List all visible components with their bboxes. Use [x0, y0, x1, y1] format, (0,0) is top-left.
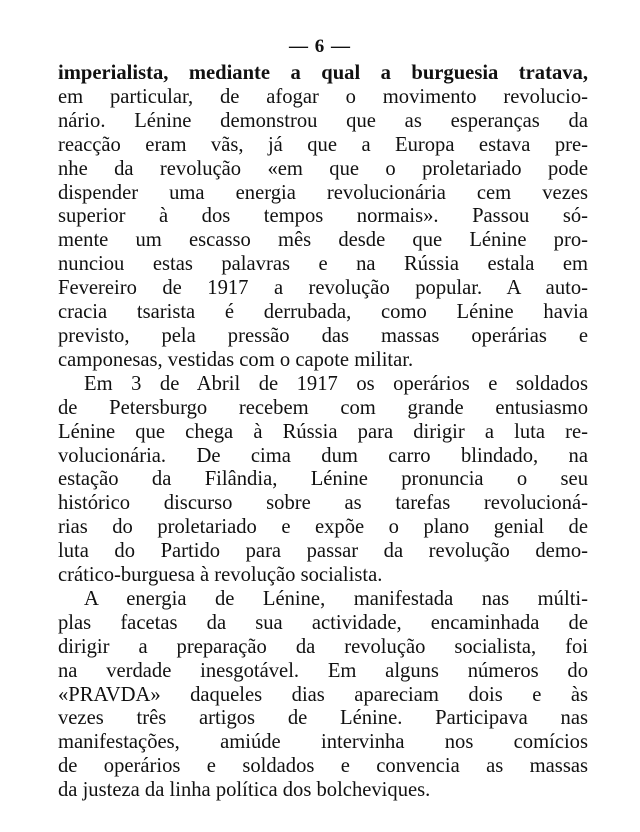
text-line: manifestações, amiúde intervinha nos comícios: [58, 731, 588, 754]
text-line: Em 3 de Abril de 1917 os operários e soldados: [84, 372, 588, 395]
text-line: vezes três artigos de Lénine. Participava nas: [58, 707, 588, 730]
text-line: mente um escasso mês desde que Lénine pro-: [58, 229, 588, 252]
text-line: plas facetas da sua actividade, encaminhada de: [58, 611, 588, 634]
page-number: — 6 —: [289, 36, 351, 57]
text-line: de Petersburgo recebem com grande entusiasmo: [58, 396, 588, 419]
text-line: cracia tsarista é derrubada, como Lénine havia: [58, 301, 588, 324]
text-line: crático-burguesa à revolução socialista.: [58, 564, 383, 587]
text-line: «PRAVDA» daqueles dias apareciam dois e às: [58, 683, 588, 706]
text-line: dispender uma energia revolucionária cem vezes: [58, 181, 588, 204]
text-line: Lénine que chega à Rússia para dirigir a luta re-: [58, 420, 588, 443]
text-line: estação da Filândia, Lénine pronuncia o seu: [58, 468, 588, 491]
text-line: luta do Partido para passar da revolução demo-: [58, 540, 588, 563]
text-line: nário. Lénine demonstrou que as esperanças da: [58, 109, 588, 132]
text-line: histórico discurso sobre as tarefas revolucioná-: [58, 492, 588, 515]
text-line: em particular, de afogar o movimento revolucio-: [58, 85, 588, 108]
text-line: nhe da revolução «em que o proletariado pode: [58, 157, 588, 180]
text-line: reacção eram vãs, já que a Europa estava pre-: [58, 133, 588, 156]
text-line: dirigir a preparação da revolução socialista, foi: [58, 635, 588, 658]
text-line: A energia de Lénine, manifestada nas múlti-: [84, 587, 588, 610]
text-line: de operários e soldados e convencia as massas: [58, 755, 588, 778]
text-line: rias do proletariado e expõe o plano genial de: [58, 516, 588, 539]
text-line: imperialista, mediante a qual a burguesia tratava,: [58, 62, 588, 84]
text-line: camponesas, vestidas com o capote militar.: [58, 348, 414, 371]
text-line: na verdade inesgotável. Em alguns números do: [58, 659, 588, 682]
text-line: volucionária. De cima dum carro blindado, na: [58, 444, 588, 467]
text-line: nunciou estas palavras e na Rússia estala em: [58, 253, 588, 276]
text-line: previsto, pela pressão das massas operárias e: [58, 324, 588, 347]
text-line: superior à dos tempos normais». Passou só-: [58, 205, 588, 228]
text-line: Fevereiro de 1917 a revolução popular. A auto-: [58, 277, 588, 300]
text-line: da justeza da linha política dos bolcheviques.: [58, 779, 431, 802]
body-text: [58, 62, 588, 803]
